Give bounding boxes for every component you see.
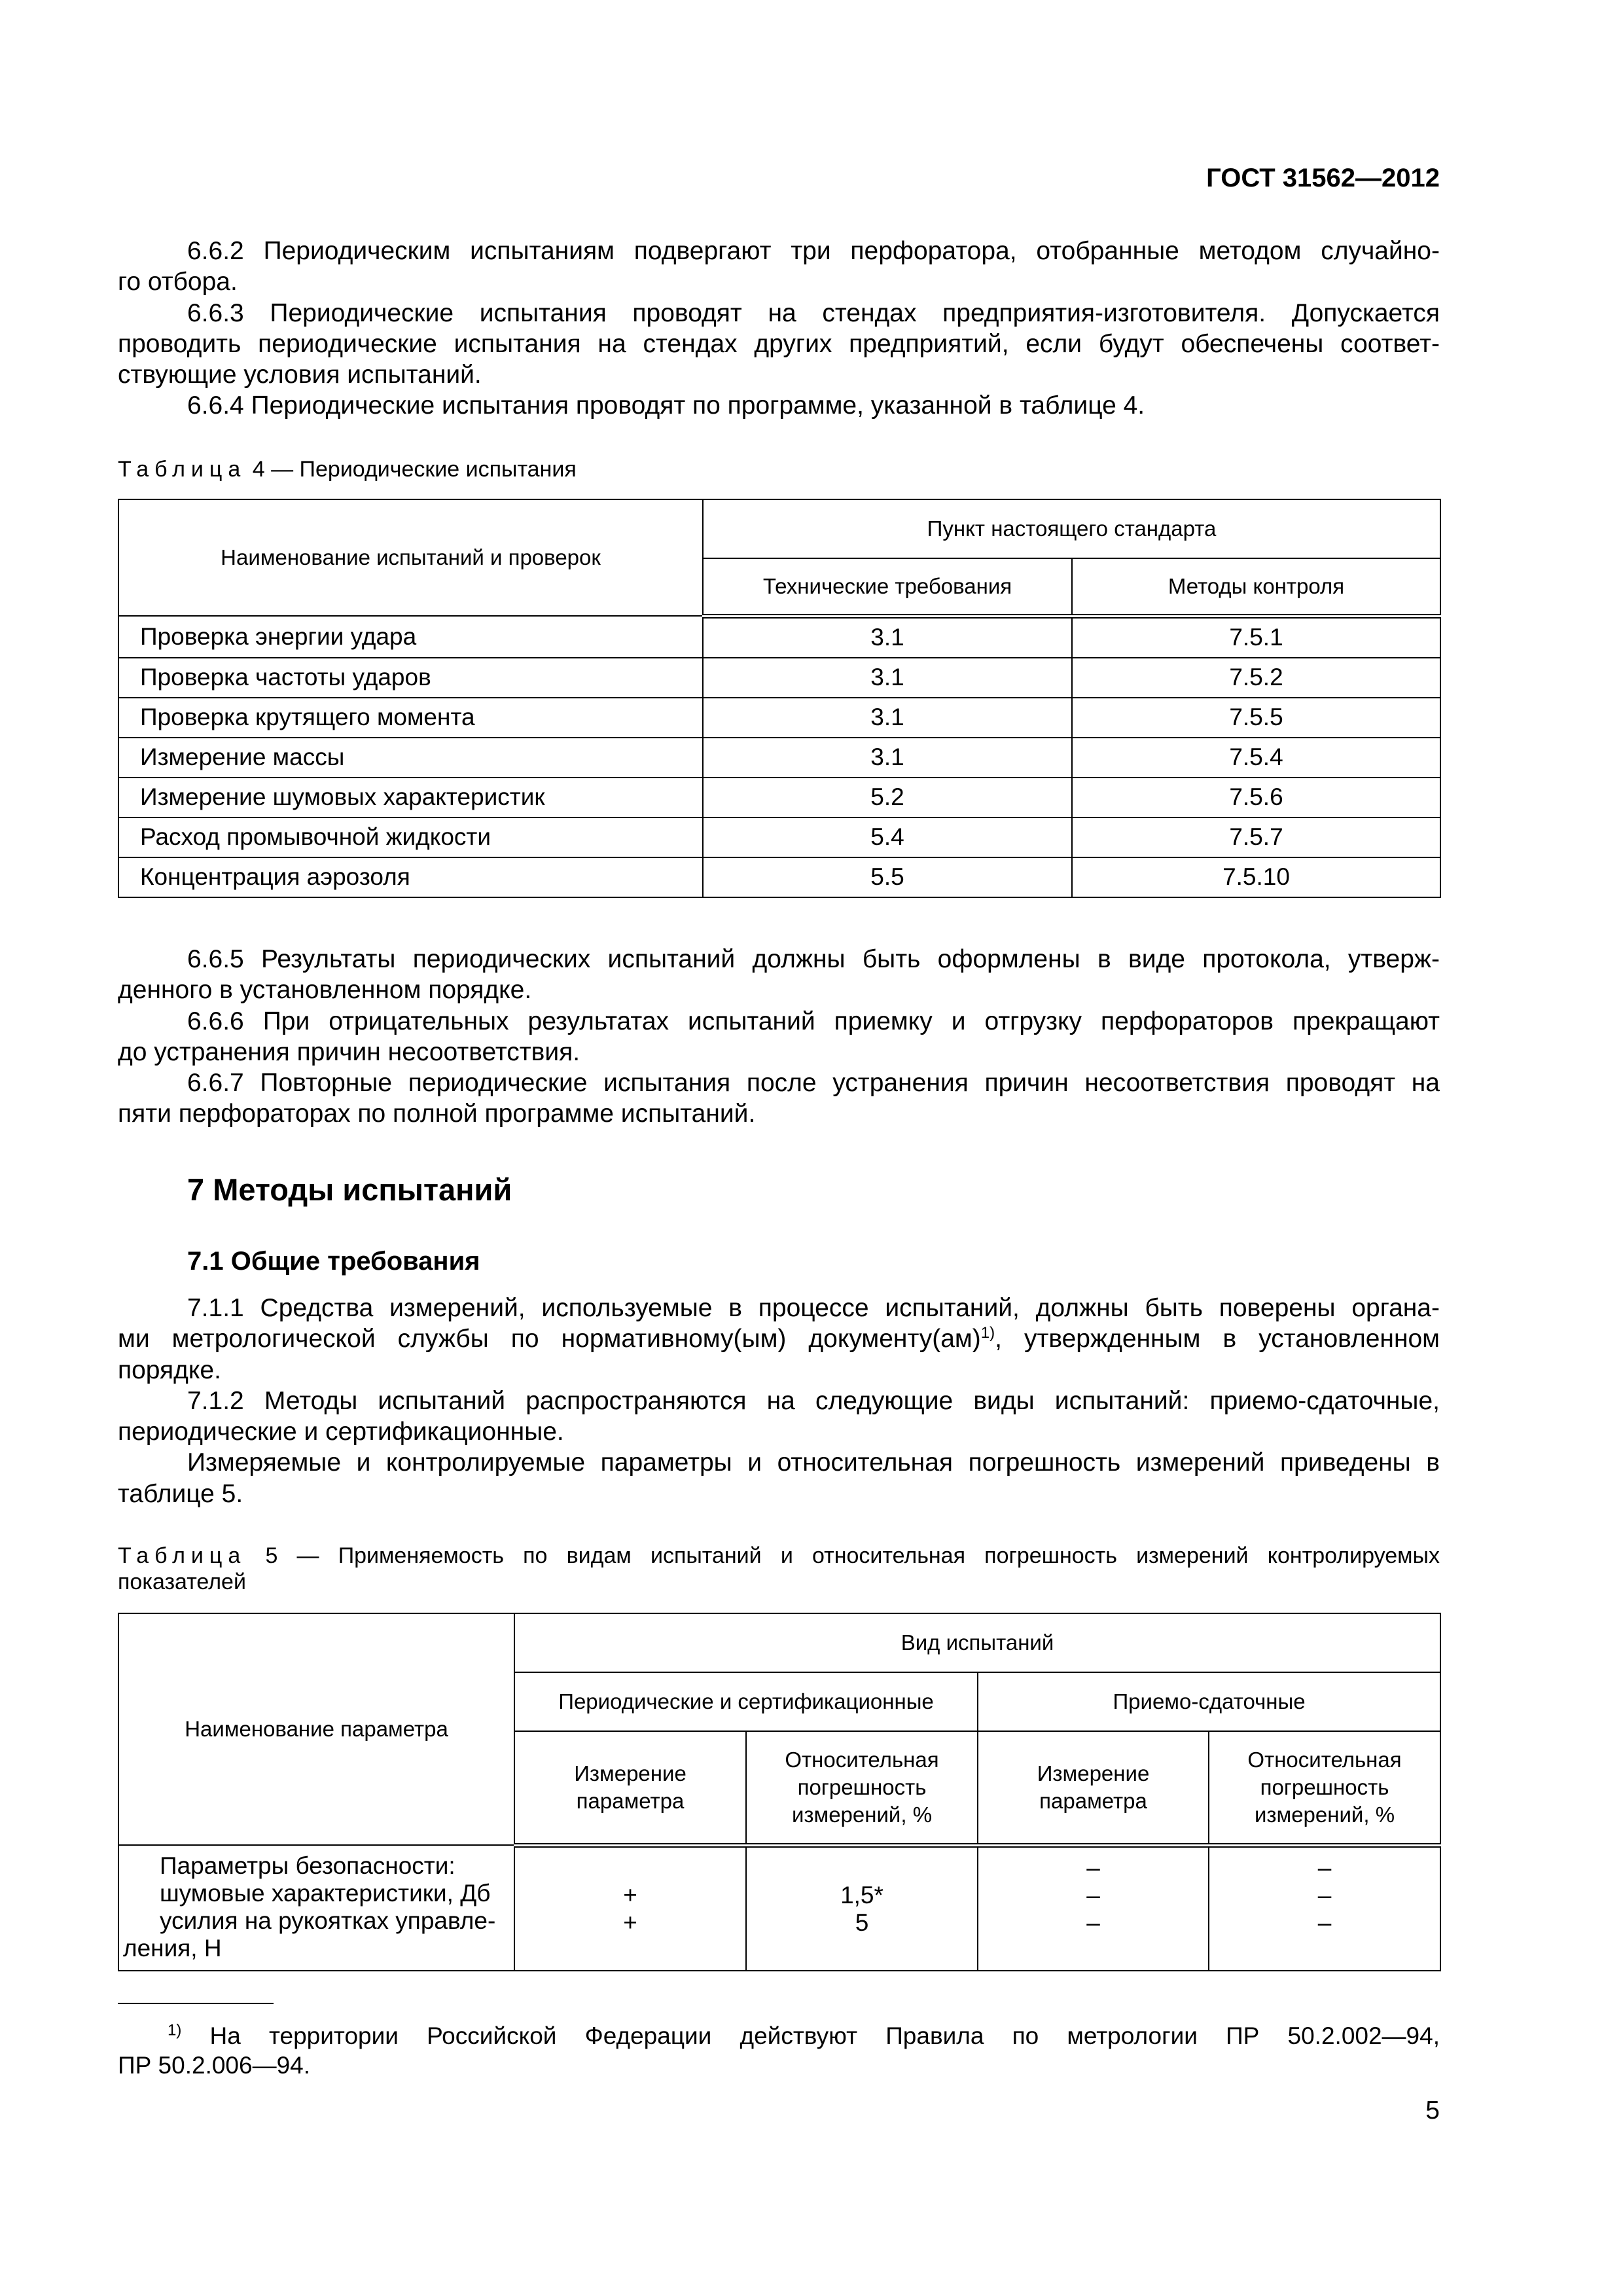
cell-requirements-clause: 3.1 <box>703 658 1072 698</box>
subsection-heading-7-1: 7.1 Общие требования <box>187 1247 480 1276</box>
cell-test-name: Проверка энергии удара <box>118 616 703 658</box>
text-segment: порядке. <box>118 1355 221 1384</box>
footnote-line: ПР 50.2.006—94. <box>118 2052 311 2079</box>
col-header-error: Относительная погрешность измерений, % <box>746 1731 978 1845</box>
text-line <box>118 266 1440 297</box>
text-segment: 6.6.6 При отрицательных результатах испытаний приемку и отгрузку перфораторов прекращают <box>187 1007 1440 1035</box>
document-code: ГОСТ 31562—2012 <box>1206 164 1440 192</box>
col-header-periodic: Периодические и сертификационные <box>514 1672 978 1731</box>
paragraph <box>118 1386 1440 1448</box>
text-line <box>118 1037 1440 1067</box>
cell-test-name: Измерение массы <box>118 738 703 778</box>
text-segment: 7.1.2 Методы испытаний распространяются на следующие виды испытаний: приемо-сдаточные, <box>187 1386 1440 1415</box>
text-segment: до устранения причин несоответствия. <box>118 1037 580 1066</box>
col-header-name: Наименование испытаний и проверок <box>118 499 703 616</box>
cell-methods-clause: 7.5.10 <box>1072 857 1440 897</box>
footnote-reference: 1) <box>980 1324 995 1342</box>
text-line <box>118 1323 1440 1354</box>
cell-requirements-clause: 5.5 <box>703 857 1072 897</box>
section-6-6-2-to-6-6-4 <box>118 236 1440 422</box>
footnote <box>118 2021 1440 2080</box>
paragraph <box>118 1293 1440 1386</box>
table-row <box>118 857 1440 897</box>
paragraph <box>118 236 1440 298</box>
paragraph <box>118 390 1440 421</box>
caption-label: Таблица <box>118 1543 247 1568</box>
text-segment: го отбора. <box>118 268 238 296</box>
cell-periodic-error: 1,5* 5 <box>746 1845 978 1971</box>
text-line <box>118 236 1440 266</box>
table-4 <box>118 499 1441 898</box>
col-header-requirements: Технические требования <box>703 558 1072 616</box>
cell-methods-clause: 7.5.1 <box>1072 616 1440 658</box>
text-line <box>118 1006 1440 1037</box>
section-heading-7: 7 Методы испытаний <box>187 1172 512 1207</box>
text-segment: 6.6.3 Периодические испытания проводят на стендах предприятия-изготовителя. Допускается <box>187 298 1440 327</box>
cell-methods-clause: 7.5.4 <box>1072 738 1440 778</box>
paragraph <box>118 1067 1440 1130</box>
text-segment: 6.6.2 Периодическим испытаниям подвергают три перфоратора, отобранные методом случайно- <box>187 237 1440 265</box>
text-line <box>118 329 1440 359</box>
caption-label: Таблица <box>118 457 247 482</box>
footnote-line: $^{1)}$ На территории Российской Федерации действуют Правила по метрологии ПР 50.2.002—94, <box>168 2021 1440 2049</box>
caption-text: 4 — Периодические испытания <box>246 457 577 482</box>
text-segment: 6.6.7 Повторные периодические испытания после устранения причин несоответствия проводят на <box>187 1069 1440 1098</box>
text-line <box>118 1293 1440 1323</box>
text-segment: пяти перфораторах по полной программе испытаний. <box>118 1100 756 1128</box>
section-6-6-5-to-6-6-7 <box>118 944 1440 1130</box>
col-header-error: Относительная погрешность измерений, % <box>1209 1731 1440 1845</box>
table-row <box>118 698 1440 738</box>
cell-methods-clause: 7.5.6 <box>1072 778 1440 817</box>
cell-requirements-clause: 3.1 <box>703 616 1072 658</box>
col-header-measure: Измерение параметра <box>514 1731 746 1845</box>
text-line <box>118 390 1440 421</box>
table-5-caption <box>118 1543 1440 1595</box>
cell-requirements-clause: 5.2 <box>703 778 1072 817</box>
cell-test-name: Измерение шумовых характеристик <box>118 778 703 817</box>
col-header-group: Вид испытаний <box>514 1613 1440 1672</box>
section-7-1 <box>118 1293 1440 1509</box>
table-row <box>118 616 1440 658</box>
text-segment: 6.6.4 Периодические испытания проводят по программе, указанной в таблице 4. <box>187 391 1145 420</box>
text-segment: денного в установленном порядке. <box>118 976 532 1005</box>
text-segment: проводить периодические испытания на стендах других предприятий, если будут обеспечены соответ- <box>118 329 1440 358</box>
cell-parameter-name: Параметры безопасности: шумовые характеристики, Дб усилия на рукоятках управле- ления, Н <box>118 1845 514 1971</box>
cell-requirements-clause: 3.1 <box>703 738 1072 778</box>
page-number: 5 <box>1425 2096 1440 2125</box>
text-segment: ствующие условия испытаний. <box>118 361 482 389</box>
text-line <box>118 975 1440 1005</box>
paragraph <box>118 298 1440 391</box>
footnote-divider <box>118 2003 274 2004</box>
cell-test-name: Концентрация аэрозоля <box>118 857 703 897</box>
text-segment: 7.1.1 Средства измерений, используемые в процессе испытаний, должны быть поверены органа- <box>187 1294 1440 1322</box>
text-segment: , утвержденным в установленном <box>995 1325 1440 1354</box>
paragraph <box>118 944 1440 1006</box>
cell-methods-clause: 7.5.7 <box>1072 817 1440 857</box>
text-line <box>118 944 1440 975</box>
text-line <box>118 1447 1440 1478</box>
text-segment: таблице 5. <box>118 1479 243 1508</box>
table-row <box>118 817 1440 857</box>
text-segment: Измеряемые и контролируемые параметры и относительная погрешность измерений приведены в <box>187 1448 1440 1477</box>
table-5 <box>118 1613 1441 1971</box>
caption-text: 5 — Применяемость по видам испытаний и относительная погрешность измерений контролируемых <box>246 1543 1440 1568</box>
table-row <box>118 778 1440 817</box>
cell-test-name: Расход промывочной жидкости <box>118 817 703 857</box>
caption-line: показателей <box>118 1570 246 1594</box>
cell-methods-clause: 7.5.2 <box>1072 658 1440 698</box>
table-row <box>118 658 1440 698</box>
text-line <box>118 1386 1440 1416</box>
text-line <box>118 1098 1440 1129</box>
cell-acceptance-measure: – – – <box>978 1845 1209 1971</box>
col-header-measure: Измерение параметра <box>978 1731 1209 1845</box>
text-line <box>118 1479 1440 1509</box>
table-row <box>118 738 1440 778</box>
text-segment: 6.6.5 Результаты периодических испытаний должны быть оформлены в виде протокола, утверж- <box>187 945 1440 973</box>
caption-line <box>118 1543 1440 1569</box>
cell-requirements-clause: 3.1 <box>703 698 1072 738</box>
cell-acceptance-error: – – – <box>1209 1845 1440 1971</box>
col-header-group: Пункт настоящего стандарта <box>703 499 1440 558</box>
footnote-mark: 1) <box>168 2021 182 2039</box>
cell-periodic-measure: + + <box>514 1845 746 1971</box>
text-line <box>118 1067 1440 1098</box>
text-line <box>118 1416 1440 1447</box>
cell-test-name: Проверка крутящего момента <box>118 698 703 738</box>
cell-requirements-clause: 5.4 <box>703 817 1072 857</box>
table-row <box>118 1845 1440 1971</box>
text-line <box>118 1355 1440 1386</box>
cell-methods-clause: 7.5.5 <box>1072 698 1440 738</box>
col-header-acceptance: Приемо-сдаточные <box>978 1672 1440 1731</box>
paragraph <box>118 1006 1440 1068</box>
cell-test-name: Проверка частоты ударов <box>118 658 703 698</box>
table-4-caption <box>118 456 1440 482</box>
text-segment: периодические и сертификационные. <box>118 1418 564 1446</box>
text-line <box>118 359 1440 390</box>
paragraph <box>118 1447 1440 1509</box>
text-segment: ми метрологической службы по нормативному(ым) документу(ам) <box>118 1325 981 1354</box>
text-line <box>118 298 1440 329</box>
col-header-methods: Методы контроля <box>1072 558 1440 616</box>
col-header-name: Наименование параметра <box>118 1613 514 1845</box>
